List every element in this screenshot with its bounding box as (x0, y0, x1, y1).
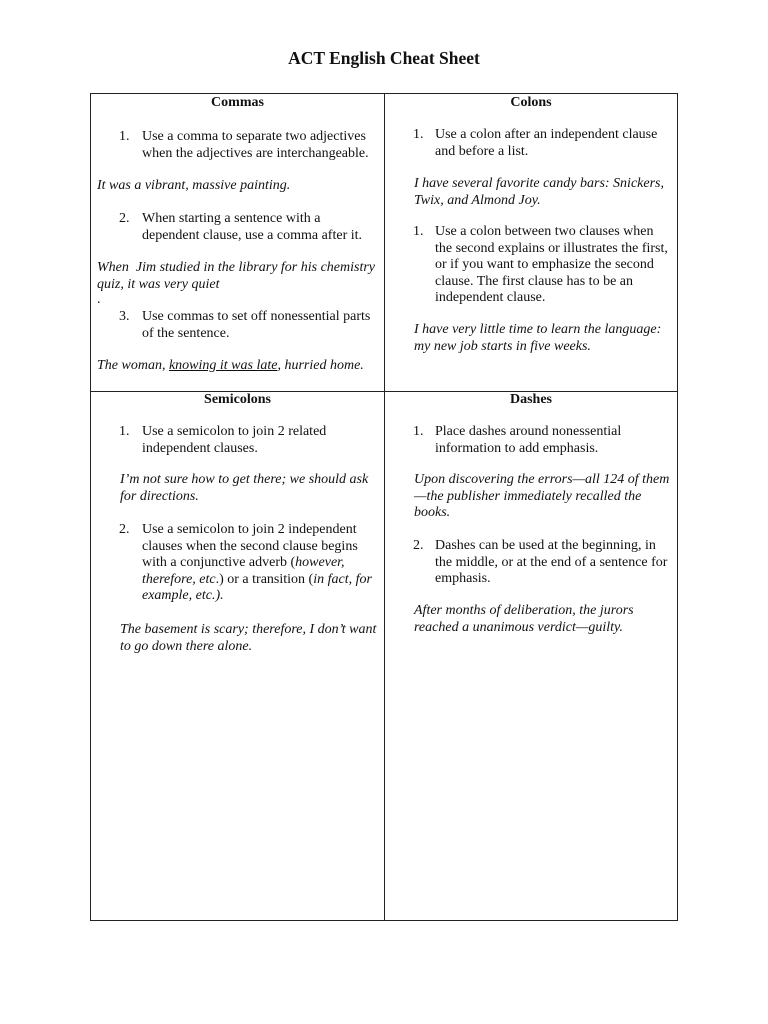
semicolons-example-1 (120, 472, 382, 505)
rule-line: clauses when the second clause begins (142, 538, 358, 554)
rule-number: 1. (413, 127, 424, 142)
rule-line: clause. The first clause has to be an (435, 273, 634, 289)
rule-number: 1. (413, 224, 424, 239)
rule-number: 2. (119, 522, 130, 537)
rule-line: the second explains or illustrates the first, (435, 240, 668, 256)
example-line: for directions. (120, 488, 199, 504)
rule-italic: in fact, for (313, 571, 372, 587)
example-text: The woman, (97, 358, 169, 373)
rule-line: the middle, or at the end of a sentence for (435, 554, 668, 570)
underlined-phrase: knowing it was late (168, 358, 278, 373)
dashes-example-2 (414, 603, 676, 636)
rule-line: when the adjectives are interchangeable. (142, 145, 369, 161)
rule-number: 3. (119, 309, 130, 324)
example-line: books. (414, 505, 451, 520)
commas-example-2 (97, 260, 382, 307)
rule-number: 2. (119, 211, 130, 226)
rule-number: 1. (119, 129, 130, 144)
example-text: , hurried home. (277, 358, 364, 373)
rule-line: Use a semicolon to join 2 independent (142, 522, 357, 537)
cheat-sheet-table (90, 93, 678, 921)
rule-line: Use a comma to separate two adjectives (142, 129, 366, 144)
example-line: After months of deliberation, the jurors (414, 603, 634, 618)
commas-heading: Commas (211, 95, 264, 110)
example-line: Twix, and Almond Joy. (414, 192, 541, 208)
rule-line: and before a list. (435, 143, 529, 159)
colons-example-2 (414, 322, 676, 355)
example-line: my new job starts in five weeks. (414, 338, 591, 354)
dashes-heading: Dashes (509, 392, 552, 407)
example-line: The basement is scary; therefore, I don’t want (120, 622, 377, 637)
dashes-cell (385, 392, 677, 920)
rule-number: 1. (413, 424, 424, 439)
rule-line: Use a colon after an independent clause (435, 127, 658, 142)
example-line: I’m not sure how to get there; we should ask (120, 472, 369, 487)
dashes-example-1 (414, 472, 676, 522)
example-line: Upon discovering the errors—all 124 of them (414, 472, 670, 487)
colons-example-1 (414, 176, 676, 209)
rule-number: 1. (119, 424, 130, 439)
rule-line: Place dashes around nonessential (435, 424, 622, 439)
rule-line: independent clauses. (142, 440, 258, 456)
colons-heading: Colons (510, 95, 552, 110)
rule-line: of the sentence. (142, 325, 230, 341)
rule-line: or if you want to emphasize the second (435, 257, 654, 272)
semicolons-example-2 (120, 622, 382, 655)
rule-line: information to add emphasis. (435, 440, 599, 456)
semicolons-cell (91, 392, 384, 920)
example-line: quiz, it was very quiet (97, 276, 220, 292)
rule-line: dependent clause, use a comma after it. (142, 227, 363, 243)
rule-line: emphasis. (435, 571, 491, 586)
example-line: I have very little time to learn the language: (414, 322, 662, 337)
rule-line: independent clause. (435, 290, 546, 305)
rule-italic: example, etc (142, 588, 212, 603)
rule-line (142, 555, 372, 572)
example-line: to go down there alone. (120, 638, 253, 654)
rule-line: Use a semicolon to join 2 related (142, 424, 327, 439)
rule-line: Use a colon between two clauses when (435, 224, 654, 239)
colons-cell (385, 94, 677, 391)
example-line: I have several favorite candy bars: Snickers, (414, 176, 664, 191)
rule-line: When starting a sentence with a (142, 211, 321, 226)
example-line: reached a unanimous verdict—guilty. (414, 619, 623, 635)
rule-line: Dashes can be used at the beginning, in (435, 538, 656, 553)
rule-italic: however, (295, 555, 345, 570)
rule-line (142, 572, 372, 589)
rule-line (142, 588, 372, 605)
rule-text: with a conjunctive adverb ( (142, 555, 296, 570)
semicolons-heading: Semicolons (204, 392, 271, 407)
commas-example-3 (97, 358, 364, 375)
rule-italic: therefore, etc (142, 571, 216, 587)
example-line: When Jim studied in the library for his chemistry (97, 260, 376, 275)
commas-cell (91, 94, 384, 391)
commas-example-1: It was a vibrant, massive painting. (97, 178, 291, 193)
rule-line: Use commas to set off nonessential parts (142, 309, 371, 324)
example-line: . (97, 292, 101, 307)
rule-text: .) or a transition ( (215, 571, 314, 587)
rule-italic: .). (211, 588, 224, 603)
page-title: ACT English Cheat Sheet (288, 48, 480, 68)
example-line: —the publisher immediately recalled the (414, 488, 642, 504)
rule-number: 2. (413, 538, 424, 553)
